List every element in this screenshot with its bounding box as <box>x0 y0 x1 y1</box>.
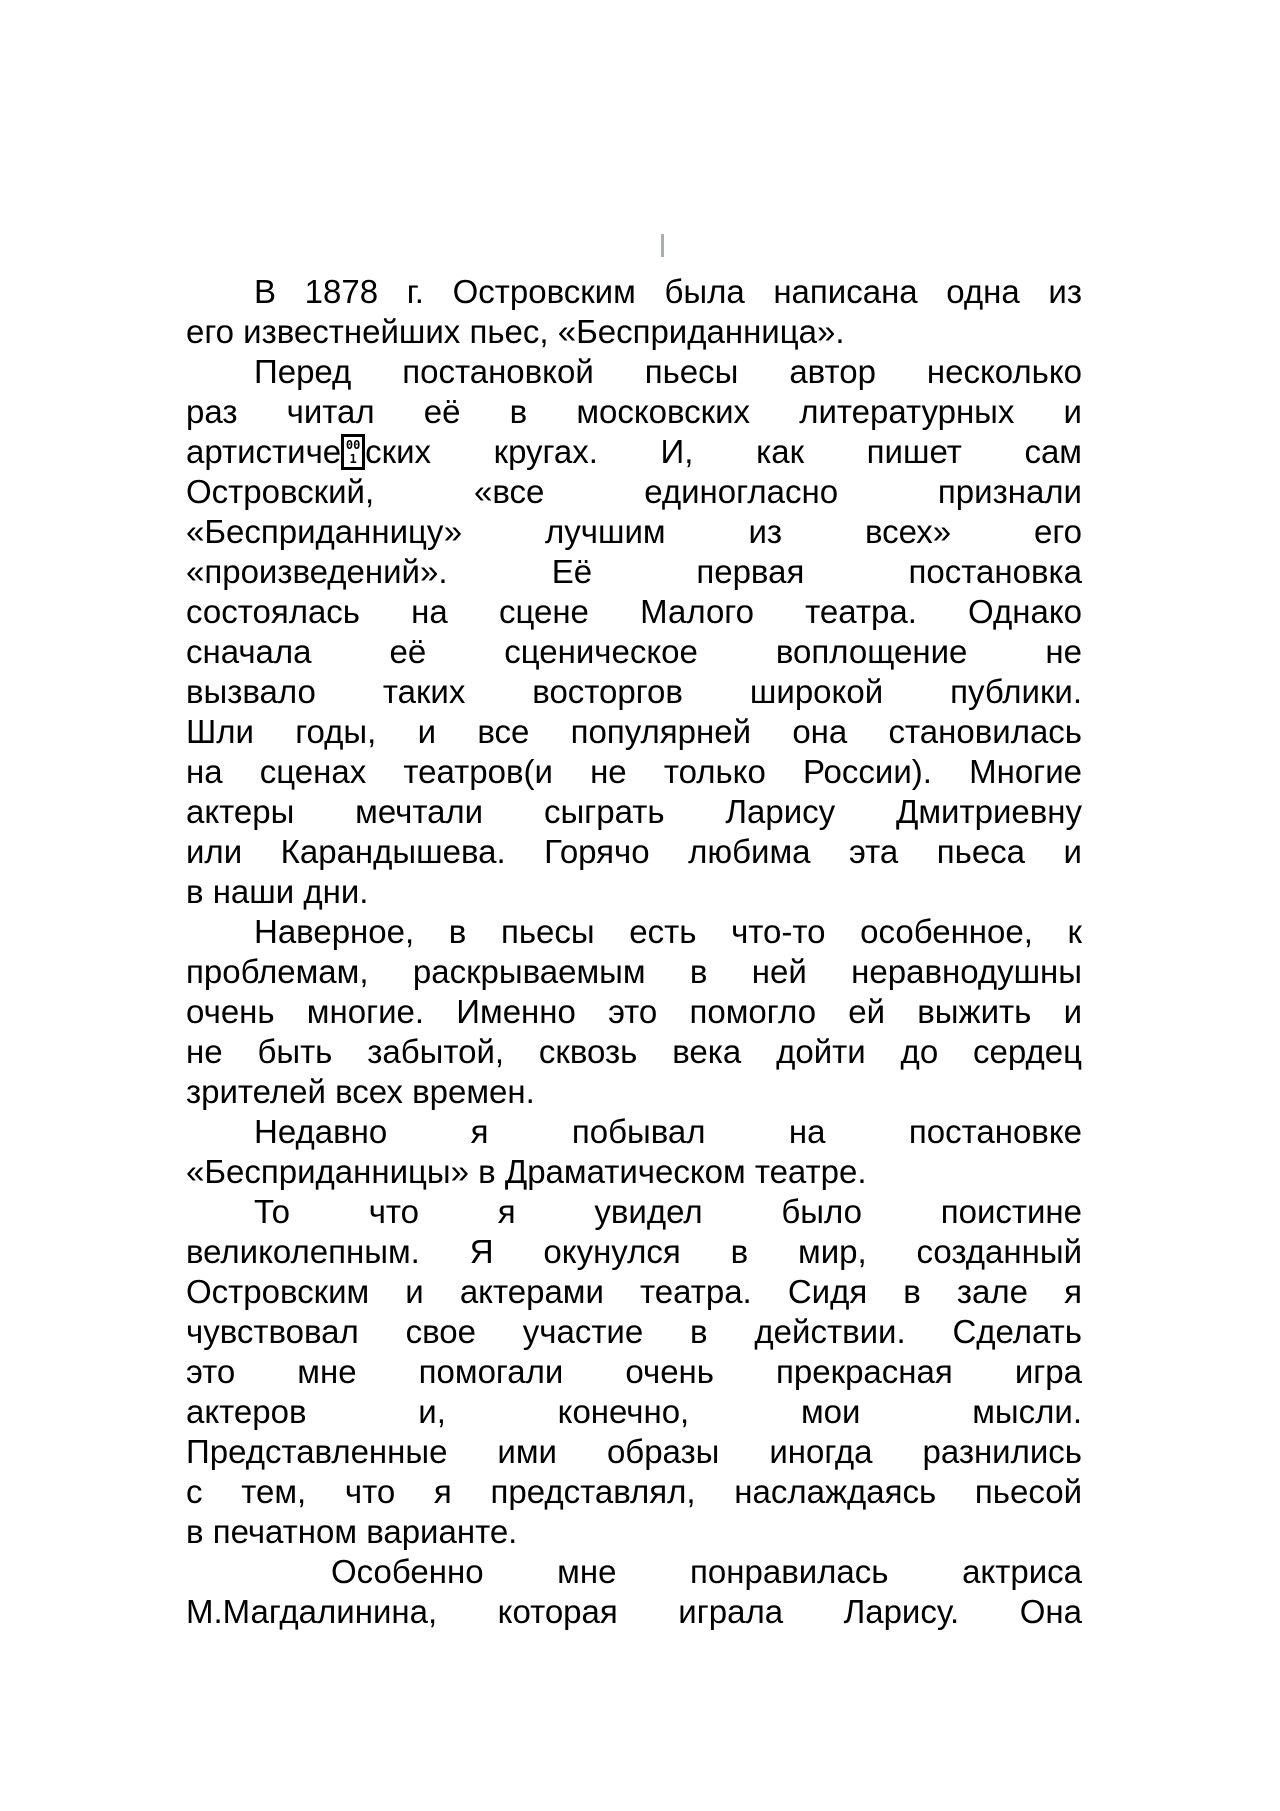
text-line[interactable]: вызвало таких восторгов широкой публики. <box>186 673 1082 710</box>
text-line[interactable]: его известнейших пьес, «Бесприданница». <box>186 313 845 350</box>
text-line[interactable]: актеров и, конечно, мои мысли. <box>186 1393 1082 1430</box>
text-line[interactable]: Представленные ими образы иногда разнились <box>186 1433 1082 1470</box>
text-line[interactable]: великолепным. Я окунулся в мир, созданный <box>186 1233 1082 1270</box>
text-segment: ских кругах. И, как пишет сам <box>365 433 1082 470</box>
text-cursor <box>661 234 664 257</box>
text-line[interactable]: Особенно мне понравилась актриса <box>331 1553 1082 1590</box>
text-line[interactable]: Шли годы, и все популярней она становилась <box>186 713 1082 750</box>
text-line[interactable]: с тем, что я представлял, наслаждаясь пьесой <box>186 1473 1082 1510</box>
text-line[interactable]: раз читал её в московских литературных и <box>186 393 1082 430</box>
text-line[interactable]: очень многие. Именно это помогло ей выжить и <box>186 993 1082 1030</box>
text-line[interactable]: на сценах театров(и не только России). Многие <box>186 753 1082 790</box>
text-line[interactable]: в печатном варианте. <box>186 1513 518 1550</box>
missing-glyph-box <box>341 434 365 470</box>
text-line[interactable]: зрителей всех времен. <box>186 1073 535 1110</box>
text-line[interactable]: Наверное, в пьесы есть что-то особенное, к <box>254 913 1082 950</box>
text-line[interactable]: Перед постановкой пьесы автор несколько <box>254 353 1082 390</box>
text-line[interactable]: или Карандышева. Горячо любима эта пьеса и <box>186 833 1082 870</box>
text-line[interactable]: Островский, «все единогласно признали <box>186 473 1082 510</box>
text-line[interactable]: в наши дни. <box>186 873 369 910</box>
text-line[interactable]: «Бесприданницу» лучшим из всех» его <box>186 513 1082 550</box>
text-line[interactable]: Островским и актерами театра. Сидя в зале я <box>186 1273 1082 1310</box>
missing-glyph-hex-row: 00 <box>345 438 361 452</box>
text-line[interactable]: «Бесприданницы» в Драматическом театре. <box>186 1153 867 1190</box>
document-text <box>186 272 1082 1632</box>
text-line[interactable]: То что я увидел было поистине <box>254 1193 1082 1230</box>
text-line[interactable]: состоялась на сцене Малого театра. Однако <box>186 593 1082 630</box>
text-segment: артистиче <box>186 433 342 470</box>
text-line[interactable]: актеры мечтали сыграть Ларису Дмитриевну <box>186 793 1082 830</box>
missing-glyph-hex-row: 1 <box>349 452 357 466</box>
text-line[interactable]: сначала её сценическое воплощение не <box>186 633 1082 670</box>
text-line[interactable]: не быть забытой, сквозь века дойти до сердец <box>186 1033 1082 1070</box>
text-line[interactable]: В 1878 г. Островским была написана одна из <box>254 273 1082 310</box>
text-line[interactable]: М.Магдалинина, которая играла Ларису. Она <box>186 1593 1082 1630</box>
text-line[interactable]: это мне помогали очень прекрасная игра <box>186 1353 1082 1390</box>
text-line[interactable]: «произведений». Её первая постановка <box>186 553 1082 590</box>
text-line[interactable]: Недавно я побывал на постановке <box>254 1113 1082 1150</box>
text-line[interactable]: проблемам, раскрываемым в ней неравнодушны <box>186 953 1082 990</box>
text-line[interactable]: чувствовал свое участие в действии. Сделать <box>186 1313 1082 1350</box>
text-line[interactable] <box>186 432 1082 472</box>
